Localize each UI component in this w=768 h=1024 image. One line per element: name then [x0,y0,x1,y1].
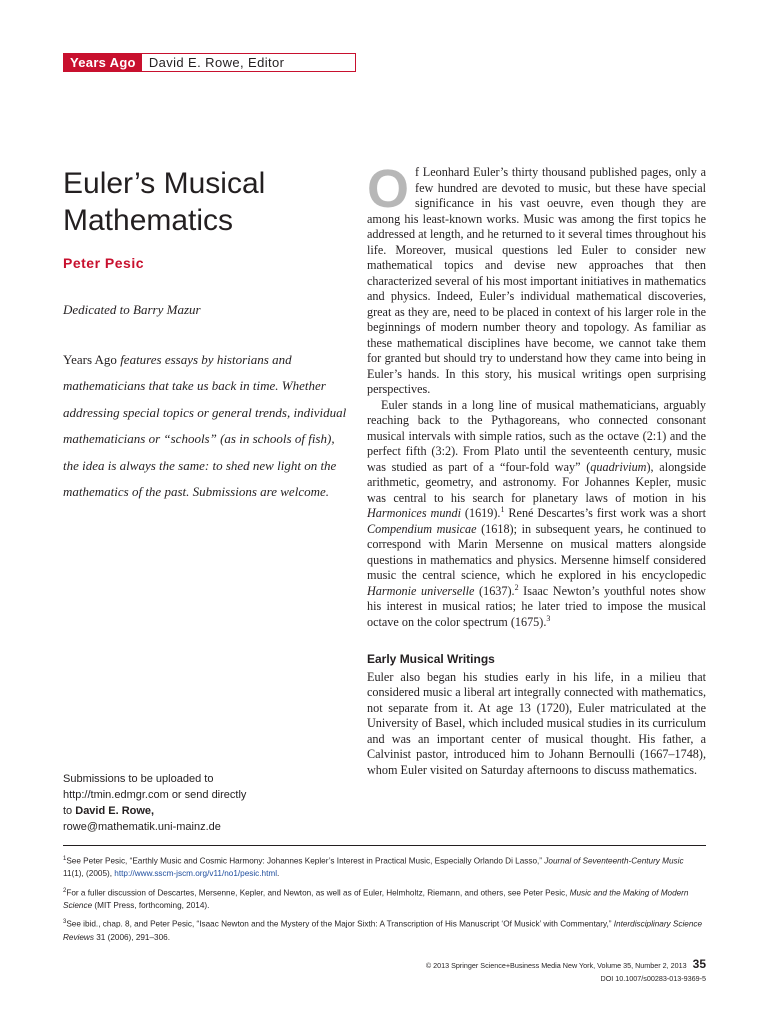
drop-cap: O [367,159,410,219]
dedication: Dedicated to Barry Mazur [63,302,201,317]
submissions-to: to [63,805,73,817]
editor-name: David E. Rowe, [75,805,155,817]
blurb-text: features essays by historians and mathematicians that take us back in time. Whether addressing special topics or general trends, individual mathematicians or “schools” (as in schools of fish), the idea is always the same: to shed new light on the mathematics of the past. Submissions are welcome. [63,352,347,500]
submissions-note [63,771,353,835]
page-number: 35 [692,957,706,971]
footnote-2: $^2$For a fuller discussion of Descartes, Mersenne, Kepler, and Newton, as well as of Euler, Helmholtz, Riemann, and others, see Peter Pesic, Music and the Making of Modern Science (MIT Press, forthcoming, 2014). [63,887,689,910]
body-paragraph-3: Euler also began his studies early in his life, in a milieu that considered music a liberal art integrally connected with mathematics, not separate from it. At age 13 (1720), Euler matriculated at the University of Basel, which included musical studies in its curriculum and was an important center of musical thought. His father, a Calvinist pastor, introduced him to Johann Bernoulli (1667–1748), whom Euler visited on Saturday afternoons to discuss mathematics. [367,669,706,777]
footnote-rule [63,845,706,846]
footnotes [63,853,706,948]
footnote-ref-3[interactable]: 3 [546,613,551,623]
page-footer [426,958,706,985]
column-header [63,53,356,72]
footnote-ref-1[interactable]: 1 [500,504,505,514]
submissions-line1: Submissions to be uploaded to [63,773,214,785]
section-heading: Early Musical Writings [367,652,495,666]
footnote-ref-2[interactable]: 2 [514,582,519,592]
body-paragraph-2: Euler stands in a long line of musical mathematicians, arguably reaching back to the Pythagoreans, who connected consonant musical intervals with simple ratios, such as the octave (2:1) and the perfect fifth (3:2). From Plato until the seventeenth century, music was studied as part of a “four-fold way” (quadrivium), alongside arithmetic, geometry, and astronomy. For Johannes Kepler, music was central to his search for planetary laws of motion in his Harmonices mundi (1619).$^1$ René Descartes’s first work was a short Compendium musicae (1618); in subsequent years, he continued to correspond with Marin Mersenne on musical matters alongside questions in mathematics and physics. Mersenne himself considered music the central science, which he explored in his encyclopedic Harmonie universelle (1637).$^2$ Isaac Newton’s youthful notes show his interest in musical ratios; he later tried to impose the musical octave on the color spectrum (1675).$^3$ [367,397,706,629]
copyright-line: © 2013 Springer Science+Business Media New York, Volume 35, Number 2, 2013 [425,961,687,970]
submissions-url[interactable]: http://tmin.edmgr.com or send directly [63,789,247,801]
article-body [367,159,706,778]
column-blurb [63,347,353,505]
column-tag: Years Ago [64,54,142,71]
footnote-1: $^1$See Peter Pesic, “Earthly Music and Cosmic Harmony: Johannes Kepler’s Interest in Practical Music, Especially Orlando Di Lasso,” Journal of Seventeenth-Century Music 11(1), (2005), http://www.sscm-jscm.org/v11/no1/pesic.html. [63,856,684,879]
body-paragraph-1: Of Leonhard Euler’s thirty thousand published pages, only a few hundred are devoted to music, but these have special significance in his vast oeuvre, even though they are among his least-known works. Music was among the first topics he addressed at length, and he returned to it several times throughout his life. Moreover, musical questions led Euler to consider new mathematical topics and devise new approaches that then characterized several of his most important initiatives in mathematics and physics. Indeed, Euler’s individual mathematical discoveries, great as they are, need to be placed in context of his larger role in the beginnings of modern number theory and topology. As familiar as these mathematical disciplines have become, we cannot take them for granted but should try to understand how they came into being in Euler’s hands. In this story, his musical writings open surprising perspectives. [367,159,706,396]
footnote-link[interactable]: http://www.sscm-jscm.org/v11/no1/pesic.html [114,869,278,879]
editor-email[interactable]: rowe@mathematik.uni-mainz.de [63,821,221,833]
doi-line: DOI 10.1007/s00283-013-9369-5 [600,974,706,983]
blurb-lead: Years Ago [63,352,117,367]
article-title: Euler’s Musical Mathematics [63,167,266,237]
article-author: Peter Pesic [63,255,144,271]
column-editor: David E. Rowe, Editor [148,55,285,70]
footnote-3: $^3$See ibid., chap. 8, and Peter Pesic, “Isaac Newton and the Mystery of the Major Sixth: A Transcription of His Manuscript ‘Of Musick’ with Commentary,” Interdisciplinary Science Reviews 31 (2006), 291–306. [63,919,703,942]
